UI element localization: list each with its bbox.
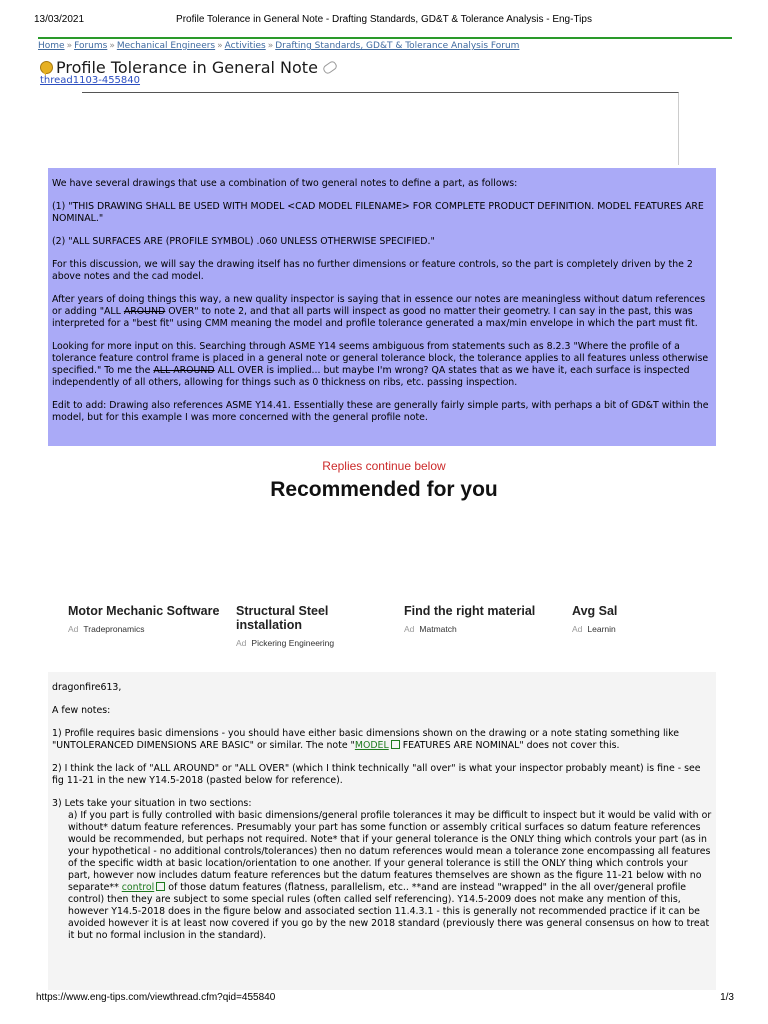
replies-continue-label: Replies continue below bbox=[322, 459, 446, 473]
print-footer bbox=[0, 992, 768, 1008]
link-icon[interactable] bbox=[322, 59, 339, 74]
breadcrumb-separator: » bbox=[217, 41, 223, 51]
strikethrough-text: AROUND bbox=[123, 306, 166, 317]
rec-card-title[interactable]: Structural Steel installation bbox=[236, 604, 329, 632]
model-link[interactable]: MODEL bbox=[354, 740, 389, 751]
strikethrough-text: ALL AROUND bbox=[153, 365, 215, 376]
post-paragraph: For this discussion, we will say the drawing itself has no further dimensions or feature controls, so the part is completely driven by the 2 above notes and the cad model. bbox=[52, 259, 693, 282]
breadcrumb-home[interactable]: Home bbox=[38, 41, 65, 51]
rec-card-title[interactable]: Motor Mechanic Software bbox=[68, 604, 220, 618]
rec-card[interactable] bbox=[572, 604, 620, 634]
breadcrumb bbox=[38, 37, 732, 55]
breadcrumb-activities[interactable]: Activities bbox=[224, 41, 266, 51]
external-link-icon bbox=[391, 740, 400, 749]
rec-card-source: Tradepronamics bbox=[83, 624, 145, 634]
breadcrumb-forums[interactable]: Forums bbox=[74, 41, 108, 51]
ad-placeholder bbox=[82, 92, 679, 165]
post-paragraph: We have several drawings that use a combination of two general notes to define a part, as follows: bbox=[52, 178, 518, 189]
ad-label: Ad bbox=[404, 624, 415, 634]
breadcrumb-separator: » bbox=[66, 41, 73, 51]
post-paragraph: After years of doing things this way, a new quality inspector is saying that in essence our notes are meaningless without datum references or adding "ALL AROUND OVER" to note 2, and that all parts will inspect as good no matter their geometry. I can say in the past, this was interpreted for a "best fit" using CMM meaning the model and profile tolerance generated a max/min envelope in which the part must fit. bbox=[52, 294, 706, 329]
reply-post bbox=[48, 672, 716, 990]
rec-card-title[interactable]: Find the right material bbox=[404, 604, 536, 618]
print-page-number: 1/3 bbox=[720, 992, 734, 1003]
rec-card[interactable] bbox=[68, 604, 228, 634]
post-paragraph: Edit to add: Drawing also references ASME Y14.41. Essentially these are generally fairly simple parts, with perhaps a bit of GD&T within the model, but for this example I was more concerned with the general profile note. bbox=[52, 400, 709, 423]
speech-bubble-icon bbox=[40, 61, 53, 74]
ad-label: Ad bbox=[572, 624, 583, 634]
thread-id-link[interactable]: thread1103-455840 bbox=[40, 75, 141, 86]
control-link[interactable]: control bbox=[121, 882, 155, 893]
rec-card-source: Learnin bbox=[587, 624, 616, 634]
original-post bbox=[48, 168, 716, 446]
recommended-heading: Recommended for you bbox=[270, 478, 498, 501]
rec-card-title[interactable]: Avg Sal bbox=[572, 604, 618, 618]
external-link-icon bbox=[156, 882, 165, 891]
reply-paragraph: 1) Profile requires basic dimensions - you should have either basic dimensions shown on the drawing or a note stating something like "UNTOLERANCED DIMENSIONS ARE BASIC" or similar. The note "MODEL FEATURES ARE NOMINAL" does not cover this. bbox=[52, 728, 680, 751]
reply-paragraph: A few notes: bbox=[52, 705, 111, 716]
print-page-title: Profile Tolerance in General Note - Drafting Standards, GD&T & Tolerance Analysis - Eng-Tips bbox=[176, 14, 592, 25]
post-paragraph: (1) "THIS DRAWING SHALL BE USED WITH MODEL <CAD MODEL FILENAME> FOR COMPLETE PRODUCT DEFINITION. MODEL FEATURES ARE NOMINAL." bbox=[52, 201, 704, 224]
ad-label: Ad bbox=[68, 624, 79, 634]
breadcrumb-forum[interactable]: Drafting Standards, GD&T & Tolerance Analysis Forum bbox=[275, 41, 520, 51]
page-title: Profile Tolerance in General Note bbox=[56, 57, 318, 77]
post-paragraph: Looking for more input on this. Searching through ASME Y14 seems ambiguous from statements such as 8.2.3 "Where the profile of a tolerance feature control frame is placed in a general note or general tolerance block, the tolerance applies to all features unless otherwise specified." To me the ALL AROUND ALL OVER is implied... but maybe I'm wrong? QA states that as we have it, each surface is inspected independently of all others, allowing for things such as 0 thickness on ribs, etc. passing inspection. bbox=[52, 341, 709, 388]
breadcrumb-separator: » bbox=[109, 41, 115, 51]
rec-card-source: Pickering Engineering bbox=[251, 638, 335, 648]
rec-card[interactable] bbox=[404, 604, 564, 634]
reply-greeting: dragonfire613, bbox=[52, 682, 122, 693]
post-paragraph: (2) "ALL SURFACES ARE (PROFILE SYMBOL) .060 UNLESS OTHERWISE SPECIFIED." bbox=[52, 236, 435, 247]
print-header bbox=[0, 14, 768, 30]
thread-title-row bbox=[40, 57, 337, 77]
reply-paragraph: 2) I think the lack of "ALL AROUND" or "ALL OVER" (which I think technically "all over" is what your inspector probably meant) is fine - see fig 11-21 in the new Y14.5-2018 (pasted below for reference). bbox=[52, 763, 701, 786]
ad-label: Ad bbox=[236, 638, 247, 648]
reply-paragraph: 3) Lets take your situation in two sections: bbox=[52, 798, 252, 809]
rec-card[interactable] bbox=[236, 604, 396, 648]
print-url: https://www.eng-tips.com/viewthread.cfm?qid=455840 bbox=[36, 992, 276, 1003]
print-date: 13/03/2021 bbox=[34, 14, 85, 25]
rec-card-source: Matmatch bbox=[419, 624, 457, 634]
breadcrumb-separator: » bbox=[267, 41, 274, 51]
breadcrumb-mechanical-engineers[interactable]: Mechanical Engineers bbox=[116, 41, 216, 51]
reply-paragraph: a) If you part is fully controlled with basic dimensions/general profile tolerances it may be difficult to inspect but it would be valid with or without* datum feature references. Presumably your part has some function or assembly critical surfaces so datum feature references would be recommended, but perhaps not required. Note* that if your general tolerance is the ONLY thing which controls your part (as in your hypothetical - no additional controls/tolerances) then no datum references would mean a tolerance zone encompassing all features of the specific width at basic location/orientation to one another. If your general tolerance is still the ONLY thing which controls your part, however now includes datum feature references but the datum features themselves are shown as the figure 11-21 below with no separate** control of those datum features (flatness, parallelism, etc.. **and are instead "wrapped" in the all over/general profile control) then they are subject to some special rules (often called self referencing). Y14.5-2009 does not make any mention of this, however Y14.5-2018 does in the figure below and associated section 11.4.3.1 - this is generally not recommended practice if it can be avoided however it is at least now covered if you go by the new 2018 standard (previously there was general consensus on how to treat it but no formal inclusion in the standard). bbox=[68, 810, 712, 941]
recommended-cards bbox=[68, 604, 620, 654]
